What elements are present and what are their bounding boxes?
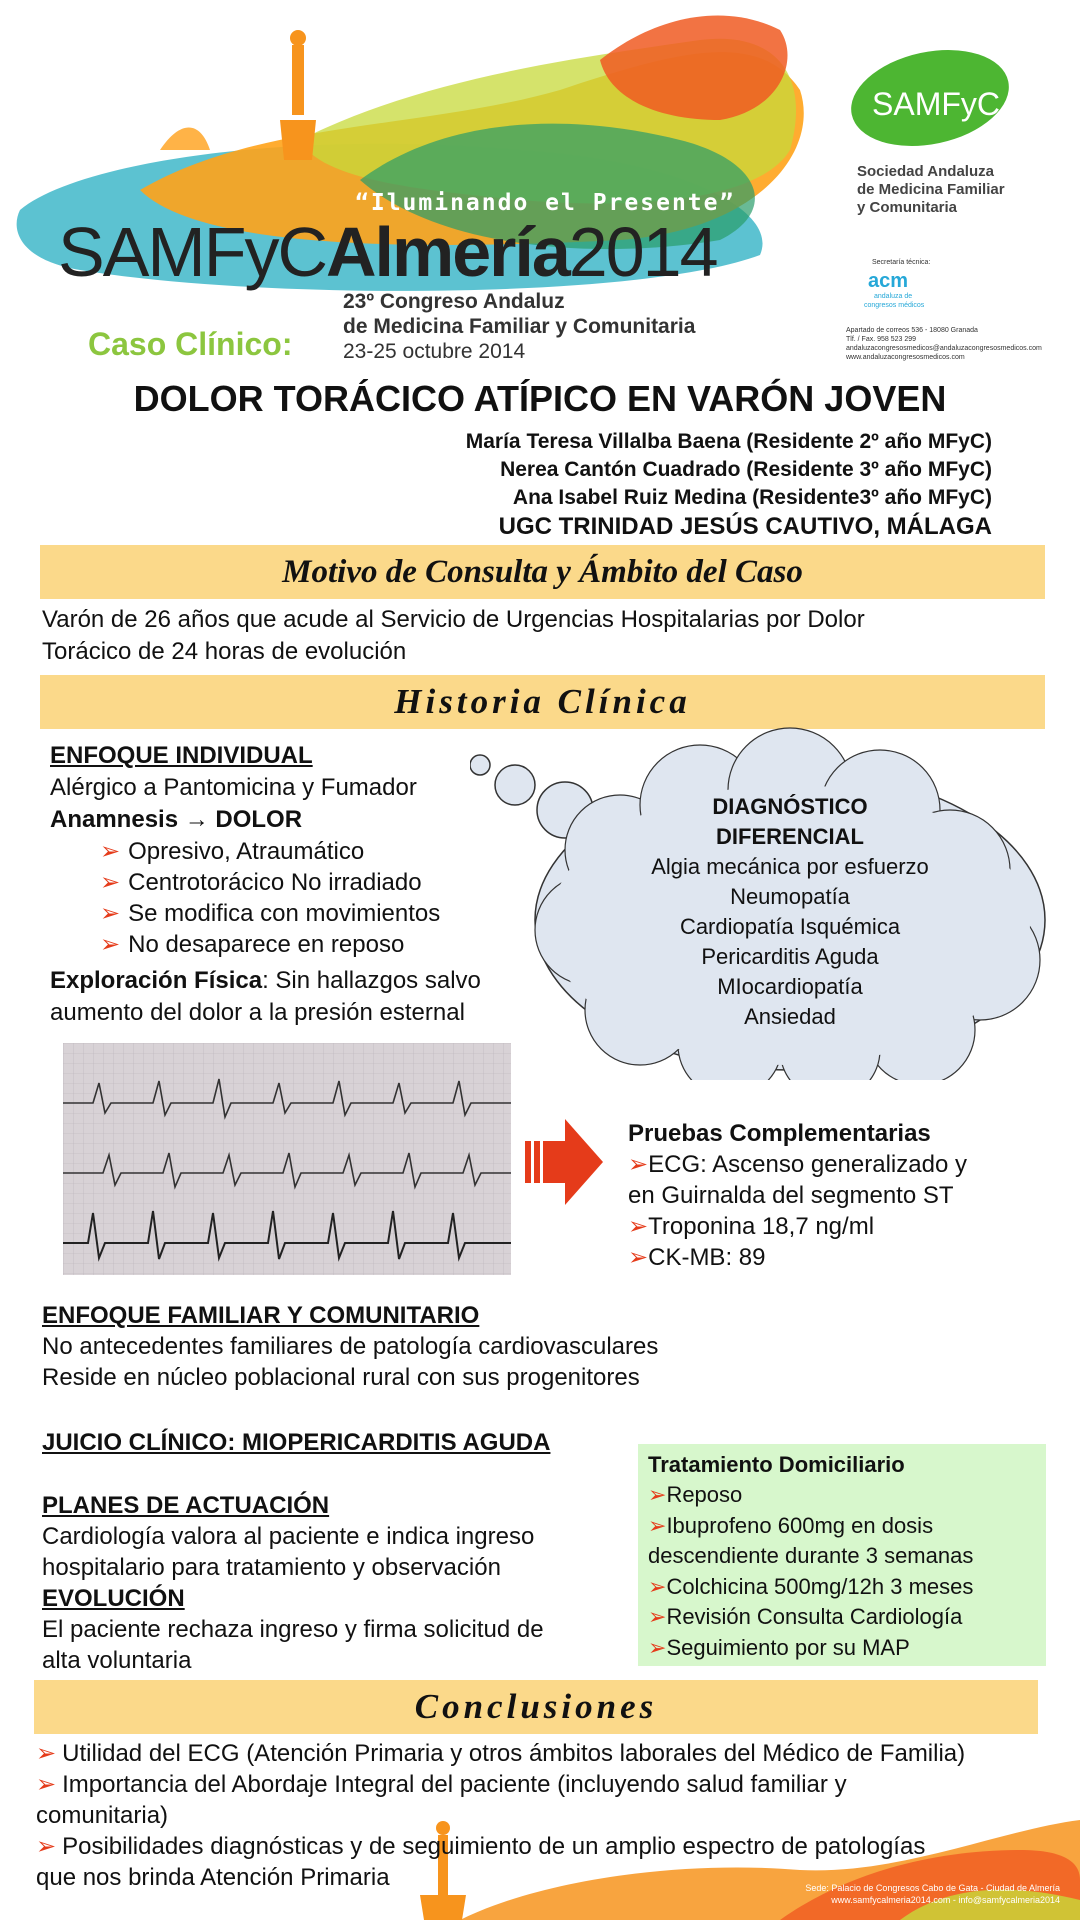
list-item: ➢ Opresivo, Atraumático [100,838,365,865]
secretaria-label: Secretaría técnica: [872,259,931,266]
list-item: Pericarditis Aguda [701,944,879,969]
check-arrow-icon: ➢ [628,1244,649,1271]
list-item: MIocardiopatía [717,974,863,999]
conclusiones-banner: Conclusiones [34,1680,1038,1734]
check-arrow-icon: ➢ [648,1482,667,1507]
author-1: María Teresa Villalba Baena (Residente 2º año MFyC) [465,430,992,453]
check-arrow-icon: ➢ [628,1151,649,1178]
tratamiento-block [648,1450,973,1663]
check-arrow-icon: ➢ [100,869,121,896]
acm-name-1: andaluza de [874,293,913,300]
congress-line-1: 23º Congreso Andaluz [343,290,565,313]
list-item: Algia mecánica por esfuerzo [651,854,929,879]
check-arrow-icon: ➢ [100,900,121,927]
samfyc-name-3: y Comunitaria [857,199,958,216]
list-item: ➢ Utilidad del ECG (Atención Primaria y otros ámbitos laborales del Médico de Familia) [36,1740,966,1767]
pruebas-title: Pruebas Complementarias [628,1120,931,1147]
check-arrow-icon: ➢ [100,931,121,958]
list-item: ➢Seguimiento por su MAP [648,1634,910,1660]
list-item: ➢ No desaparece en reposo [100,931,405,958]
pruebas-block [628,1118,967,1273]
list-item: Neumopatía [730,884,850,909]
check-arrow-icon: ➢ [648,1512,667,1538]
slogan: “Iluminando el Presente” [355,190,736,216]
contact-3: andaluzacongresosmedicos@andaluzacongresosmedicos.com [846,345,1042,352]
list-item: ➢Revisión Consulta Cardiología [648,1604,963,1629]
tratamiento-title: Tratamiento Domiciliario [648,1452,905,1477]
check-arrow-icon: ➢ [36,1833,57,1860]
motivo-line-2: Torácico de 24 horas de evolución [42,638,407,665]
list-item: ➢Reposo [648,1482,743,1507]
ecg-photo [63,1043,511,1275]
check-arrow-icon: ➢ [648,1634,667,1660]
list-item: ➢ Importancia del Abordaje Integral del paciente (incluyendo salud familiar y [36,1771,847,1798]
list-item: descendiente durante 3 semanas [648,1543,974,1568]
page-title: DOLOR TORÁCICO ATÍPICO EN VARÓN JOVEN [133,378,947,419]
acm-name-2: congresos médicos [864,302,925,309]
evolucion-title: EVOLUCIÓN [42,1585,185,1612]
evolucion-line-2: alta voluntaria [42,1647,192,1674]
list-item: ➢ECG: Ascenso generalizado y [628,1151,967,1178]
list-item: ➢ Se modifica con movimientos [100,900,441,927]
symptom-list [100,836,440,960]
motivo-line-1: Varón de 26 años que acude al Servicio de Urgencias Hospitalarias por Dolor [42,606,865,633]
list-item: ➢ Posibilidades diagnósticas y de seguimiento de un amplio espectro de patologías [36,1833,926,1860]
acm-logo: acm [868,270,909,292]
diferencial-title-2: DIFERENCIAL [716,824,864,849]
planes-title: PLANES DE ACTUACIÓN [42,1492,330,1519]
check-arrow-icon: ➢ [100,838,121,865]
list-item: en Guirnalda del segmento ST [628,1182,954,1209]
list-item: ➢Troponina 18,7 ng/ml [628,1213,875,1240]
list-item: que nos brinda Atención Primaria [36,1864,390,1891]
samfyc-name-2: de Medicina Familiar [857,181,1005,198]
check-arrow-icon: ➢ [648,1604,667,1629]
check-arrow-icon: ➢ [36,1771,57,1798]
list-item: ➢CK-MB: 89 [628,1244,766,1271]
familiar-line-2: Reside en núcleo poblacional rural con sus progenitores [42,1364,640,1391]
check-arrow-icon: ➢ [36,1740,57,1767]
list-item: ➢Ibuprofeno 600mg en dosis [648,1512,934,1538]
familiar-line-1: No antecedentes familiares de patología cardiovasculares [42,1333,659,1360]
case-label: Caso Clínico: [88,326,293,362]
planes-line-1: Cardiología valora al paciente e indica ingreso [42,1523,535,1550]
diferencial-block [590,792,990,1032]
list-item: Ansiedad [744,1004,836,1029]
institution: UGC TRINIDAD JESÚS CAUTIVO, MÁLAGA [498,513,992,540]
event-wordmark [58,212,717,292]
exploracion-line: Exploración Física: Sin hallazgos salvo [50,967,481,994]
congress-line-2: de Medicina Familiar y Comunitaria [343,315,696,338]
event-prefix: SAMFyC [58,213,326,291]
historia-banner: Historia Clínica [40,675,1045,729]
enfoque-individual-title: ENFOQUE INDIVIDUAL [50,742,313,769]
author-2: Nerea Cantón Cuadrado (Residente 3º año MFyC) [500,458,992,481]
contact-4: www.andaluzacongresosmedicos.com [846,354,965,361]
footer-line-2: www.samfycalmeria2014.com - info@samfycalmeria2014 [831,1895,1060,1905]
samfyc-name-1: Sociedad Andaluza [857,163,994,180]
alergico-line: Alérgico a Pantomicina y Fumador [50,774,417,801]
list-item: comunitaria) [36,1802,169,1829]
author-3: Ana Isabel Ruiz Medina (Residente3º año MFyC) [512,486,992,509]
list-item: ➢Colchicina 500mg/12h 3 meses [648,1573,974,1599]
samfyc-logo-text: SAMFyC [872,86,1000,122]
diferencial-title-1: DIAGNÓSTICO [712,794,868,819]
juicio-clinico: JUICIO CLÍNICO: MIOPERICARDITIS AGUDA [42,1429,551,1456]
event-city: Almería [326,213,569,291]
motivo-banner: Motivo de Consulta y Ámbito del Caso [40,545,1045,599]
footer-line-1: Sede: Palacio de Congresos Cabo de Gata - Ciudad de Almería [805,1883,1060,1893]
list-item: ➢ Centrotorácico No irradiado [100,869,422,896]
check-arrow-icon: ➢ [648,1573,667,1599]
planes-line-2: hospitalario para tratamiento y observación [42,1554,501,1581]
list-item: Cardiopatía Isquémica [679,914,901,939]
contact-1: Apartado de correos 536 - 18080 Granada [846,327,978,334]
familiar-title: ENFOQUE FAMILIAR Y COMUNITARIO [42,1302,480,1329]
red-right-arrow-icon [525,1113,605,1211]
congress-dates: 23-25 octubre 2014 [343,340,526,363]
evolucion-line-1: El paciente rechaza ingreso y firma solicitud de [42,1616,544,1643]
anamnesis-line: Anamnesis → DOLOR [50,806,303,833]
conclusiones-list [36,1738,965,1893]
check-arrow-icon: ➢ [628,1213,649,1240]
event-year: 2014 [568,213,717,291]
contact-2: Tlf. / Fax. 958 523 299 [846,336,917,343]
exploracion-line-2: aumento del dolor a la presión esternal [50,999,465,1026]
